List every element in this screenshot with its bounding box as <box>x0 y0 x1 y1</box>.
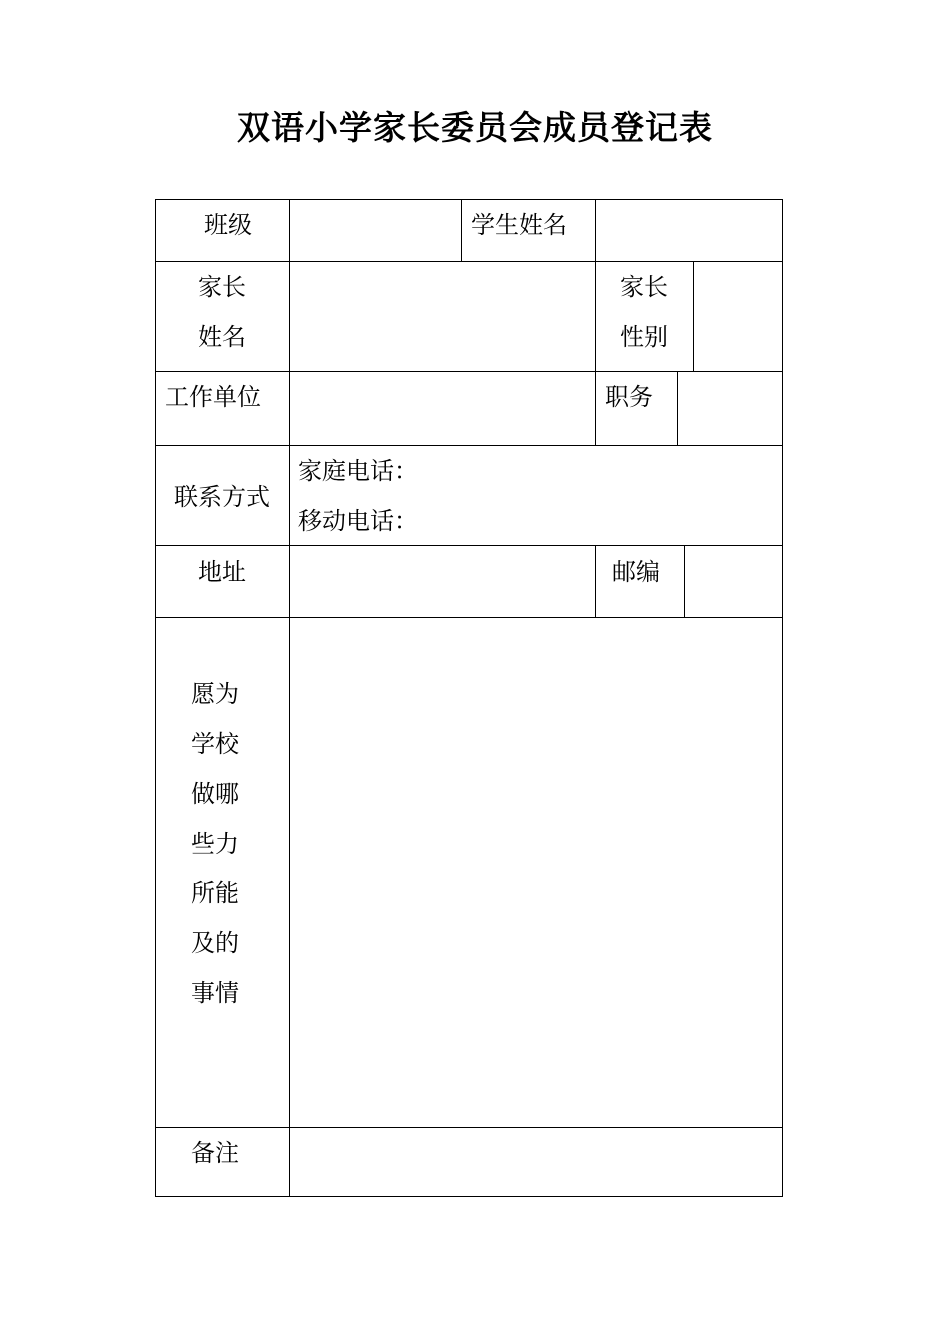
postcode-label: 邮编 <box>612 558 660 586</box>
workplace-field[interactable] <box>290 372 595 445</box>
column-divider <box>595 545 596 617</box>
willing-label-line: 及的 <box>191 929 239 957</box>
home-phone-label: 家庭电话： <box>298 457 418 485</box>
parent-gender-label-line1: 家长 <box>620 273 668 301</box>
remarks-field[interactable] <box>290 1128 782 1196</box>
workplace-label: 工作单位 <box>165 383 261 411</box>
position-field[interactable] <box>678 372 782 445</box>
willing-label-line: 学校 <box>191 730 239 758</box>
parent-name-label-line2: 姓名 <box>198 323 246 351</box>
willing-contribution-field[interactable] <box>290 618 782 1127</box>
student-name-field[interactable] <box>596 200 782 261</box>
parent-gender-field[interactable] <box>694 262 782 371</box>
contact-label: 联系方式 <box>174 483 270 511</box>
address-field[interactable] <box>290 546 595 617</box>
remarks-label: 备注 <box>191 1139 239 1167</box>
position-label: 职务 <box>605 383 653 411</box>
table-border-bottom <box>155 1196 783 1197</box>
parent-gender-label-line2: 性别 <box>620 323 668 351</box>
mobile-phone-label: 移动电话： <box>298 507 418 535</box>
parent-name-label-line1: 家长 <box>198 273 246 301</box>
parent-name-field[interactable] <box>290 262 595 371</box>
mobile-phone-field[interactable] <box>420 496 782 545</box>
class-field[interactable] <box>290 200 461 261</box>
willing-label-line: 所能 <box>191 879 239 907</box>
home-phone-field[interactable] <box>420 446 782 495</box>
address-label: 地址 <box>198 558 246 586</box>
class-label: 班级 <box>204 211 252 239</box>
page-title: 双语小学家长委员会成员登记表 <box>237 108 713 147</box>
column-divider <box>595 371 596 445</box>
table-border-right <box>782 199 783 1197</box>
willing-label-line: 愿为 <box>191 680 239 708</box>
column-divider <box>461 199 462 261</box>
student-name-label: 学生姓名 <box>471 211 567 239</box>
willing-label-line: 事情 <box>191 979 239 1007</box>
willing-label-line: 做哪 <box>191 780 239 808</box>
willing-label-line: 些力 <box>191 830 239 858</box>
postcode-field[interactable] <box>685 546 782 617</box>
